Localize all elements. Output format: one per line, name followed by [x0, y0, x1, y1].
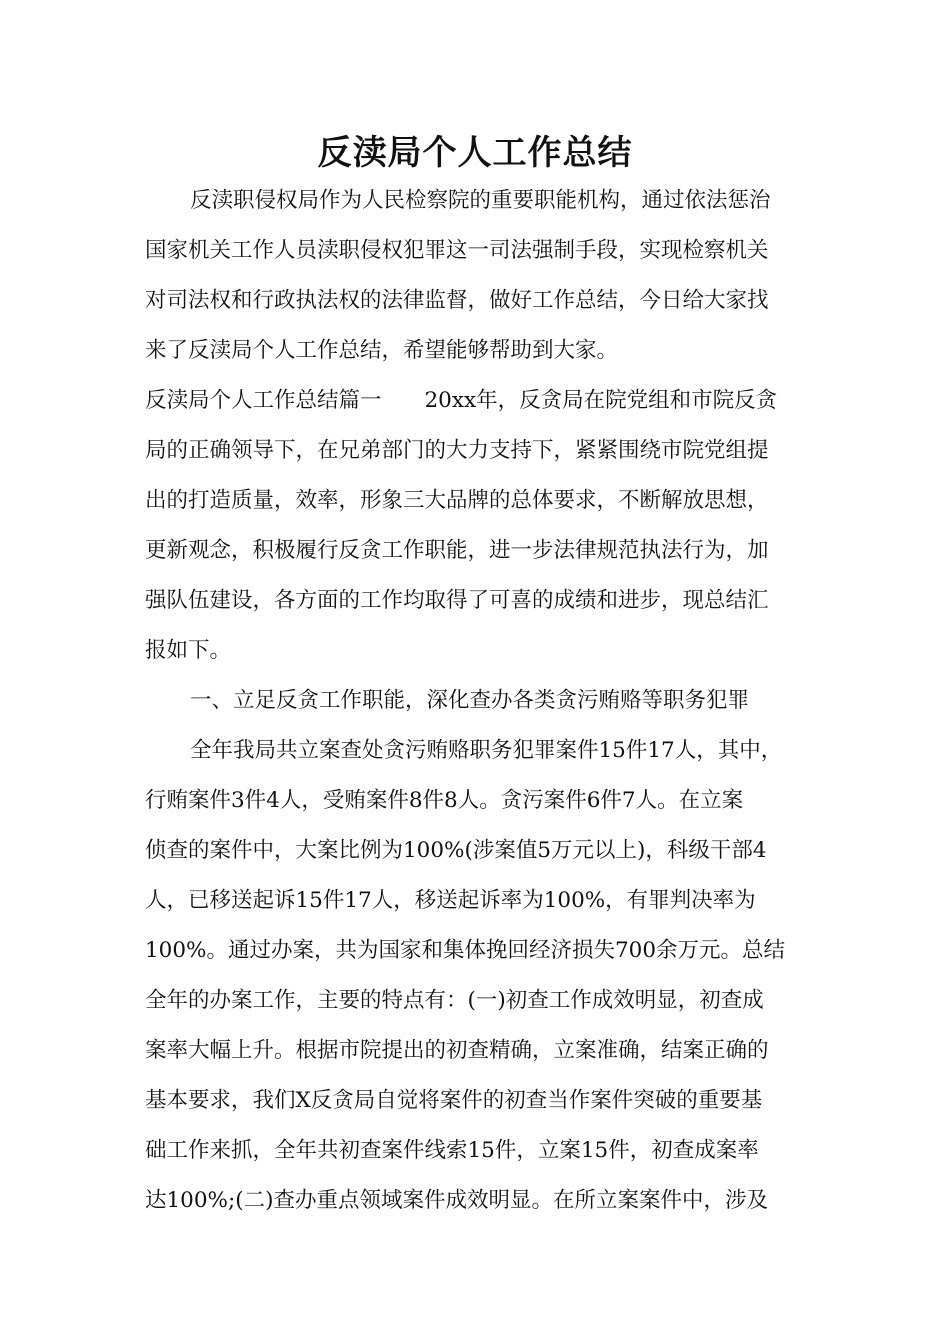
- body-line: 案率大幅上升。根据市院提出的初查精确，立案准确，结案正确的: [145, 1038, 769, 1063]
- body-line: 行贿案件3件4人，受贿案件8件8人。贪污案件6件7人。在立案: [145, 788, 744, 813]
- body-line: 出的打造质量，效率，形象三大品牌的总体要求，不断解放思想，: [145, 488, 769, 513]
- body-line: 础工作来抓，全年共初查案件线索15件，立案15件，初查成案率: [145, 1138, 759, 1163]
- section-heading-line: 反渎局个人工作总结篇一 20xx年，反贪局在院党组和市院反贪: [145, 388, 778, 413]
- body-line: 反渎职侵权局作为人民检察院的重要职能机构，通过依法惩治: [190, 188, 771, 213]
- body-line: 人，已移送起诉15件17人，移送起诉率为100%，有罪判决率为: [145, 888, 756, 913]
- body-line: 报如下。: [145, 638, 232, 663]
- body-line: 基本要求，我们X反贪局自觉将案件的初查当作案件突破的重要基: [145, 1088, 763, 1113]
- body-line: 100%。通过办案，共为国家和集体挽回经济损失700余万元。总结: [145, 938, 786, 963]
- body-line: 达100%;(二)查办重点领域案件成效明显。在所立案案件中，涉及: [145, 1188, 768, 1213]
- body-line: 来了反渎局个人工作总结，希望能够帮助到大家。: [145, 338, 619, 363]
- body-line: 对司法权和行政执法权的法律监督，做好工作总结，今日给大家找: [145, 288, 769, 313]
- body-line: 局的正确领导下，在兄弟部门的大力支持下，紧紧围绕市院党组提: [145, 438, 769, 463]
- subheading-line: 一、立足反贪工作职能，深化查办各类贪污贿赂等职务犯罪: [190, 688, 750, 713]
- body-line: 强队伍建设，各方面的工作均取得了可喜的成绩和进步，现总结汇: [145, 588, 769, 613]
- document-title: 反渎局个人工作总结: [317, 133, 633, 173]
- body-line: 全年我局共立案查处贪污贿赂职务犯罪案件15件17人，其中，: [190, 738, 783, 763]
- body-line: 国家机关工作人员渎职侵权犯罪这一司法强制手段，实现检察机关: [145, 238, 769, 263]
- body-line: 全年的办案工作，主要的特点有：(一)初查工作成效明显，初查成: [145, 988, 764, 1013]
- body-line: 侦查的案件中，大案比例为100%(涉案值5万元以上)，科级干部4: [145, 838, 767, 863]
- body-line: 更新观念，积极履行反贪工作职能，进一步法律规范执法行为，加: [145, 538, 769, 563]
